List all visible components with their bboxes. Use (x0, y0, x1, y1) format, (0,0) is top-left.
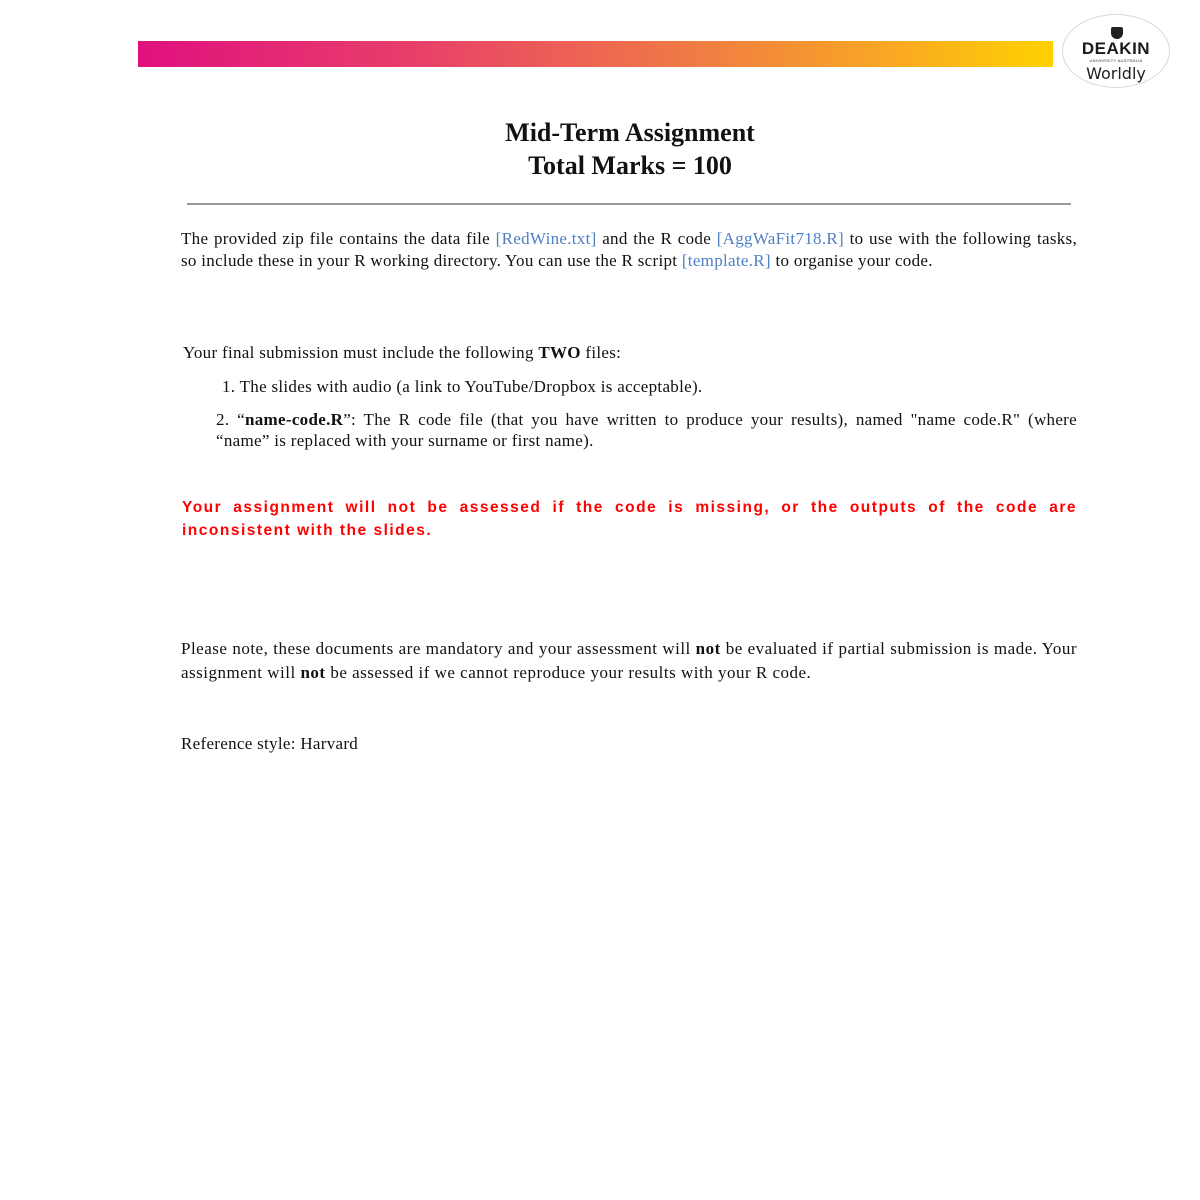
logo-subtitle: UNIVERSITY AUSTRALIA (1089, 58, 1143, 63)
list-item-code-file (216, 409, 1077, 451)
mandatory-note (181, 637, 1077, 684)
title-divider (187, 203, 1071, 205)
item2-number: 2. “ (216, 410, 245, 429)
reference-style: Reference style: Harvard (181, 734, 359, 753)
logo-name: DEAKIN (1081, 39, 1151, 58)
link-template-r[interactable]: [template.R] (681, 251, 771, 270)
item2-filename: name-code.R (245, 410, 344, 429)
note-text-3: be assessed if we cannot reproduce your results with your R code. (325, 662, 812, 682)
intro-text-1: The provided zip file contains the data file (181, 229, 496, 248)
submission-intro-bold: TWO (538, 343, 581, 362)
intro-text-2: and the R code (596, 229, 717, 248)
link-redwine-txt[interactable]: [RedWine.txt] (495, 229, 597, 248)
warning-message: Your assignment will not be assessed if the code is missing, or the outputs of the code are inconsistent with the slides. (182, 499, 1077, 539)
item2-description: ”: The R code file (that you have written to produce your results), named "name code.R" (where “name” is replaced with your surname or first name). (216, 410, 1077, 450)
header-gradient-banner (138, 41, 1053, 67)
document-title: Mid-Term Assignment (505, 118, 755, 147)
note-text-2: be evaluated if partial submission is made. Your assignment will (181, 639, 1077, 682)
logo-tagline: Worldly (1086, 64, 1146, 83)
intro-paragraph (181, 228, 1077, 272)
intro-text-3: to use with the following tasks, so include these in your R working directory. You can use the R script (181, 229, 1078, 270)
crest-icon (1111, 27, 1123, 39)
list-item-slides: 1. The slides with audio (a link to YouTube/Dropbox is acceptable). (222, 377, 703, 396)
submission-intro-pre: Your final submission must include the following (183, 343, 539, 362)
note-bold-2: not (300, 662, 326, 682)
deakin-logo (1062, 14, 1170, 88)
intro-text-4: to organise your code. (770, 251, 933, 270)
note-text-1: Please note, these documents are mandatory and your assessment will (181, 639, 696, 658)
note-bold-1: not (695, 639, 721, 658)
link-aggwafit-r[interactable]: [AggWaFit718.R] (716, 229, 845, 248)
submission-intro (183, 342, 1079, 364)
submission-intro-post: files: (580, 343, 622, 362)
total-marks: Total Marks = 100 (528, 151, 732, 180)
